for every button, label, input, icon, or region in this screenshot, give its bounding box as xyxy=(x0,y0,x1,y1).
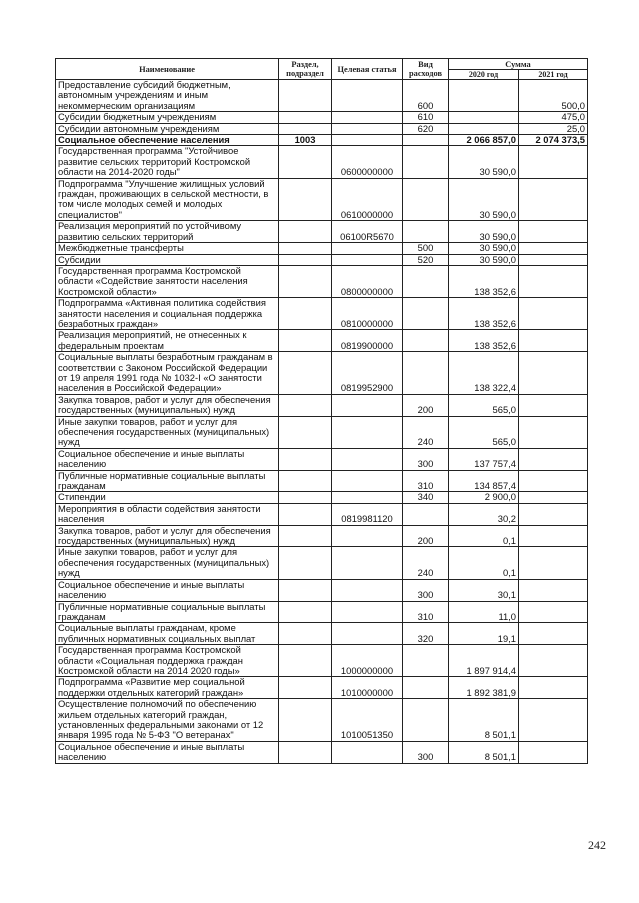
cell-section xyxy=(279,254,332,265)
cell-name: Межбюджетные трансферты xyxy=(56,243,279,254)
cell-section xyxy=(279,699,332,742)
cell-section xyxy=(279,243,332,254)
cell-name: Социальное обеспечение и иные выплаты населению xyxy=(56,579,279,601)
cell-target xyxy=(332,112,403,123)
cell-sum-2021 xyxy=(519,394,588,416)
cell-type: 500 xyxy=(403,243,449,254)
cell-type xyxy=(403,677,449,699)
cell-target: 0810000000 xyxy=(332,298,403,330)
table-row xyxy=(56,135,588,146)
cell-target xyxy=(332,623,403,645)
cell-type xyxy=(403,178,449,221)
table-row xyxy=(56,601,588,623)
table-row xyxy=(56,470,588,492)
cell-section xyxy=(279,623,332,645)
cell-section xyxy=(279,112,332,123)
cell-name: Социальное обеспечение и иные выплаты населению xyxy=(56,448,279,470)
cell-target xyxy=(332,601,403,623)
cell-section xyxy=(279,547,332,579)
cell-target: 0610000000 xyxy=(332,178,403,221)
cell-type xyxy=(403,298,449,330)
table-row xyxy=(56,677,588,699)
cell-target: 0800000000 xyxy=(332,265,403,297)
cell-sum-2020: 11,0 xyxy=(449,601,519,623)
table-row xyxy=(56,741,588,763)
cell-type: 310 xyxy=(403,470,449,492)
cell-type xyxy=(403,135,449,146)
cell-sum-2021 xyxy=(519,601,588,623)
table-row xyxy=(56,525,588,547)
cell-sum-2020: 2 066 857,0 xyxy=(449,135,519,146)
cell-section xyxy=(279,448,332,470)
cell-type xyxy=(403,503,449,525)
table-row xyxy=(56,123,588,134)
cell-sum-2020 xyxy=(449,80,519,112)
cell-name: Осуществление полномочий по обеспечению жильем отдельных категорий граждан, установленных федеральными законами от 12 января 1995 года № 5-ФЗ "О ветеранах" xyxy=(56,699,279,742)
cell-target: 1010051350 xyxy=(332,699,403,742)
cell-type: 320 xyxy=(403,623,449,645)
cell-name: Иные закупки товаров, работ и услуг для обеспечения государственных (муниципальных) нужд xyxy=(56,547,279,579)
table-row xyxy=(56,448,588,470)
cell-section xyxy=(279,330,332,352)
cell-type: 520 xyxy=(403,254,449,265)
table-row xyxy=(56,330,588,352)
cell-sum-2020: 138 352,6 xyxy=(449,265,519,297)
table-row xyxy=(56,298,588,330)
cell-type: 310 xyxy=(403,601,449,623)
table-header xyxy=(56,59,588,80)
cell-sum-2021 xyxy=(519,525,588,547)
cell-section xyxy=(279,146,332,178)
cell-name: Публичные нормативные социальные выплаты гражданам xyxy=(56,601,279,623)
cell-sum-2021 xyxy=(519,243,588,254)
cell-type: 240 xyxy=(403,416,449,448)
table-row xyxy=(56,243,588,254)
cell-name: Закупка товаров, работ и услуг для обеспечения государственных (муниципальных) нужд xyxy=(56,525,279,547)
cell-target xyxy=(332,123,403,134)
cell-section xyxy=(279,80,332,112)
cell-section xyxy=(279,123,332,134)
table-row xyxy=(56,394,588,416)
cell-target xyxy=(332,416,403,448)
cell-sum-2021 xyxy=(519,298,588,330)
cell-sum-2021 xyxy=(519,492,588,503)
cell-name: Иные закупки товаров, работ и услуг для обеспечения государственных (муниципальных) нужд xyxy=(56,416,279,448)
cell-sum-2021 xyxy=(519,178,588,221)
cell-sum-2021 xyxy=(519,146,588,178)
cell-target: 0600000000 xyxy=(332,146,403,178)
cell-target xyxy=(332,525,403,547)
cell-target xyxy=(332,741,403,763)
table-row xyxy=(56,112,588,123)
cell-sum-2020: 30,1 xyxy=(449,579,519,601)
cell-sum-2020: 0,1 xyxy=(449,525,519,547)
cell-name: Подпрограмма «Развитие мер социальной поддержки отдельных категорий граждан» xyxy=(56,677,279,699)
cell-section xyxy=(279,492,332,503)
cell-name: Реализация мероприятий по устойчивому развитию сельских территорий xyxy=(56,221,279,243)
cell-name: Реализация мероприятий, не отнесенных к федеральным проектам xyxy=(56,330,279,352)
cell-type: 300 xyxy=(403,741,449,763)
table-row xyxy=(56,699,588,742)
cell-name: Подпрограмма «Активная политика содействия занятости населения и социальная поддержка безработных граждан» xyxy=(56,298,279,330)
header-type: Вид расходов xyxy=(403,59,449,80)
cell-sum-2020: 138 322,4 xyxy=(449,352,519,395)
cell-name: Государственная программа "Устойчивое развитие сельских территорий Костромской области на 2014-2020 годы" xyxy=(56,146,279,178)
cell-target xyxy=(332,254,403,265)
cell-sum-2021: 25,0 xyxy=(519,123,588,134)
table-row xyxy=(56,254,588,265)
cell-sum-2020: 138 352,6 xyxy=(449,298,519,330)
table-row xyxy=(56,645,588,677)
cell-type: 200 xyxy=(403,394,449,416)
cell-name: Субсидии xyxy=(56,254,279,265)
cell-sum-2020 xyxy=(449,112,519,123)
cell-sum-2020: 8 501,1 xyxy=(449,699,519,742)
cell-sum-2021 xyxy=(519,330,588,352)
cell-name: Предоставление субсидий бюджетным, автономным учреждениям и иным некоммерческим организациям xyxy=(56,80,279,112)
cell-section xyxy=(279,352,332,395)
table-row xyxy=(56,503,588,525)
cell-sum-2020: 30 590,0 xyxy=(449,243,519,254)
cell-target xyxy=(332,135,403,146)
cell-section: 1003 xyxy=(279,135,332,146)
cell-sum-2021 xyxy=(519,448,588,470)
table-row xyxy=(56,221,588,243)
cell-section xyxy=(279,741,332,763)
cell-section xyxy=(279,178,332,221)
cell-sum-2021 xyxy=(519,623,588,645)
cell-sum-2020: 30 590,0 xyxy=(449,254,519,265)
cell-type: 240 xyxy=(403,547,449,579)
cell-name: Подпрограмма "Улучшение жилищных условий граждан, проживающих в сельской местности, в том числе молодых семей и молодых специалистов" xyxy=(56,178,279,221)
cell-name: Закупка товаров, работ и услуг для обеспечения государственных (муниципальных) нужд xyxy=(56,394,279,416)
table-row xyxy=(56,416,588,448)
cell-section xyxy=(279,677,332,699)
cell-target: 1010000000 xyxy=(332,677,403,699)
cell-section xyxy=(279,394,332,416)
header-year-2021: 2021 год xyxy=(519,70,588,80)
cell-target xyxy=(332,470,403,492)
cell-sum-2021: 475,0 xyxy=(519,112,588,123)
cell-type: 600 xyxy=(403,80,449,112)
cell-sum-2021 xyxy=(519,416,588,448)
cell-sum-2020: 565,0 xyxy=(449,394,519,416)
cell-name: Государственная программа Костромской области «Социальная поддержка граждан Костромской области на 2014 2020 годы» xyxy=(56,645,279,677)
cell-section xyxy=(279,470,332,492)
cell-sum-2021 xyxy=(519,741,588,763)
header-name: Наименование xyxy=(56,59,279,80)
cell-name: Мероприятия в области содействия занятости населения xyxy=(56,503,279,525)
cell-sum-2020: 2 900,0 xyxy=(449,492,519,503)
cell-type xyxy=(403,330,449,352)
cell-sum-2020 xyxy=(449,123,519,134)
cell-sum-2020: 137 757,4 xyxy=(449,448,519,470)
table-row xyxy=(56,547,588,579)
cell-section xyxy=(279,579,332,601)
cell-name: Социальное обеспечение и иные выплаты населению xyxy=(56,741,279,763)
cell-sum-2020: 138 352,6 xyxy=(449,330,519,352)
table-row xyxy=(56,492,588,503)
cell-section xyxy=(279,416,332,448)
table-row xyxy=(56,80,588,112)
cell-section xyxy=(279,265,332,297)
cell-target xyxy=(332,448,403,470)
table-body xyxy=(56,80,588,764)
page-number: 242 xyxy=(588,838,606,852)
cell-sum-2020: 565,0 xyxy=(449,416,519,448)
cell-name: Публичные нормативные социальные выплаты гражданам xyxy=(56,470,279,492)
cell-target xyxy=(332,547,403,579)
cell-target: 1000000000 xyxy=(332,645,403,677)
cell-name: Субсидии автономным учреждениям xyxy=(56,123,279,134)
cell-type xyxy=(403,146,449,178)
cell-type: 620 xyxy=(403,123,449,134)
cell-name: Стипендии xyxy=(56,492,279,503)
cell-sum-2021 xyxy=(519,699,588,742)
cell-sum-2021: 500,0 xyxy=(519,80,588,112)
cell-target xyxy=(332,579,403,601)
cell-sum-2021 xyxy=(519,503,588,525)
cell-section xyxy=(279,601,332,623)
cell-name: Субсидии бюджетным учреждениям xyxy=(56,112,279,123)
cell-sum-2021 xyxy=(519,265,588,297)
cell-target: 06100R5670 xyxy=(332,221,403,243)
cell-type xyxy=(403,265,449,297)
cell-sum-2020: 8 501,1 xyxy=(449,741,519,763)
cell-sum-2020: 30 590,0 xyxy=(449,221,519,243)
cell-target xyxy=(332,394,403,416)
table-row xyxy=(56,352,588,395)
cell-section xyxy=(279,525,332,547)
cell-type: 610 xyxy=(403,112,449,123)
cell-name: Социальные выплаты безработным гражданам в соответствии с Законом Российской Федерации от 19 апреля 1991 года № 1032-I «О занятости населения в Российской Федерации» xyxy=(56,352,279,395)
cell-type: 300 xyxy=(403,448,449,470)
cell-sum-2021 xyxy=(519,352,588,395)
table-row xyxy=(56,265,588,297)
cell-target xyxy=(332,80,403,112)
cell-name: Социальные выплаты гражданам, кроме публичных нормативных социальных выплат xyxy=(56,623,279,645)
cell-type xyxy=(403,699,449,742)
table-row xyxy=(56,146,588,178)
cell-sum-2021 xyxy=(519,470,588,492)
table-row xyxy=(56,579,588,601)
header-year-2020: 2020 год xyxy=(449,70,519,80)
cell-section xyxy=(279,503,332,525)
cell-section xyxy=(279,221,332,243)
cell-target: 0819981120 xyxy=(332,503,403,525)
cell-sum-2020: 1 892 381,9 xyxy=(449,677,519,699)
cell-sum-2021 xyxy=(519,221,588,243)
cell-sum-2021 xyxy=(519,677,588,699)
cell-sum-2020: 30,2 xyxy=(449,503,519,525)
budget-table xyxy=(55,58,588,764)
cell-sum-2021 xyxy=(519,254,588,265)
cell-type xyxy=(403,352,449,395)
cell-target xyxy=(332,243,403,254)
cell-type: 340 xyxy=(403,492,449,503)
cell-type: 300 xyxy=(403,579,449,601)
cell-sum-2021 xyxy=(519,547,588,579)
cell-sum-2020: 134 857,4 xyxy=(449,470,519,492)
cell-sum-2021 xyxy=(519,645,588,677)
cell-target xyxy=(332,492,403,503)
cell-sum-2021 xyxy=(519,579,588,601)
cell-section xyxy=(279,645,332,677)
cell-sum-2020: 30 590,0 xyxy=(449,178,519,221)
table-row xyxy=(56,178,588,221)
cell-name: Государственная программа Костромской области «Содействие занятости населения Костромской области» xyxy=(56,265,279,297)
cell-sum-2020: 1 897 914,4 xyxy=(449,645,519,677)
cell-section xyxy=(279,298,332,330)
header-sum: Сумма xyxy=(449,59,588,70)
header-target: Целевая статья xyxy=(332,59,403,80)
cell-sum-2020: 30 590,0 xyxy=(449,146,519,178)
cell-sum-2020: 19,1 xyxy=(449,623,519,645)
cell-type: 200 xyxy=(403,525,449,547)
cell-target: 0819952900 xyxy=(332,352,403,395)
cell-type xyxy=(403,221,449,243)
cell-sum-2021: 2 074 373,5 xyxy=(519,135,588,146)
cell-type xyxy=(403,645,449,677)
header-section: Раздел, подраздел xyxy=(279,59,332,80)
table-row xyxy=(56,623,588,645)
cell-name: Социальное обеспечение населения xyxy=(56,135,279,146)
cell-sum-2020: 0,1 xyxy=(449,547,519,579)
cell-target: 0819900000 xyxy=(332,330,403,352)
